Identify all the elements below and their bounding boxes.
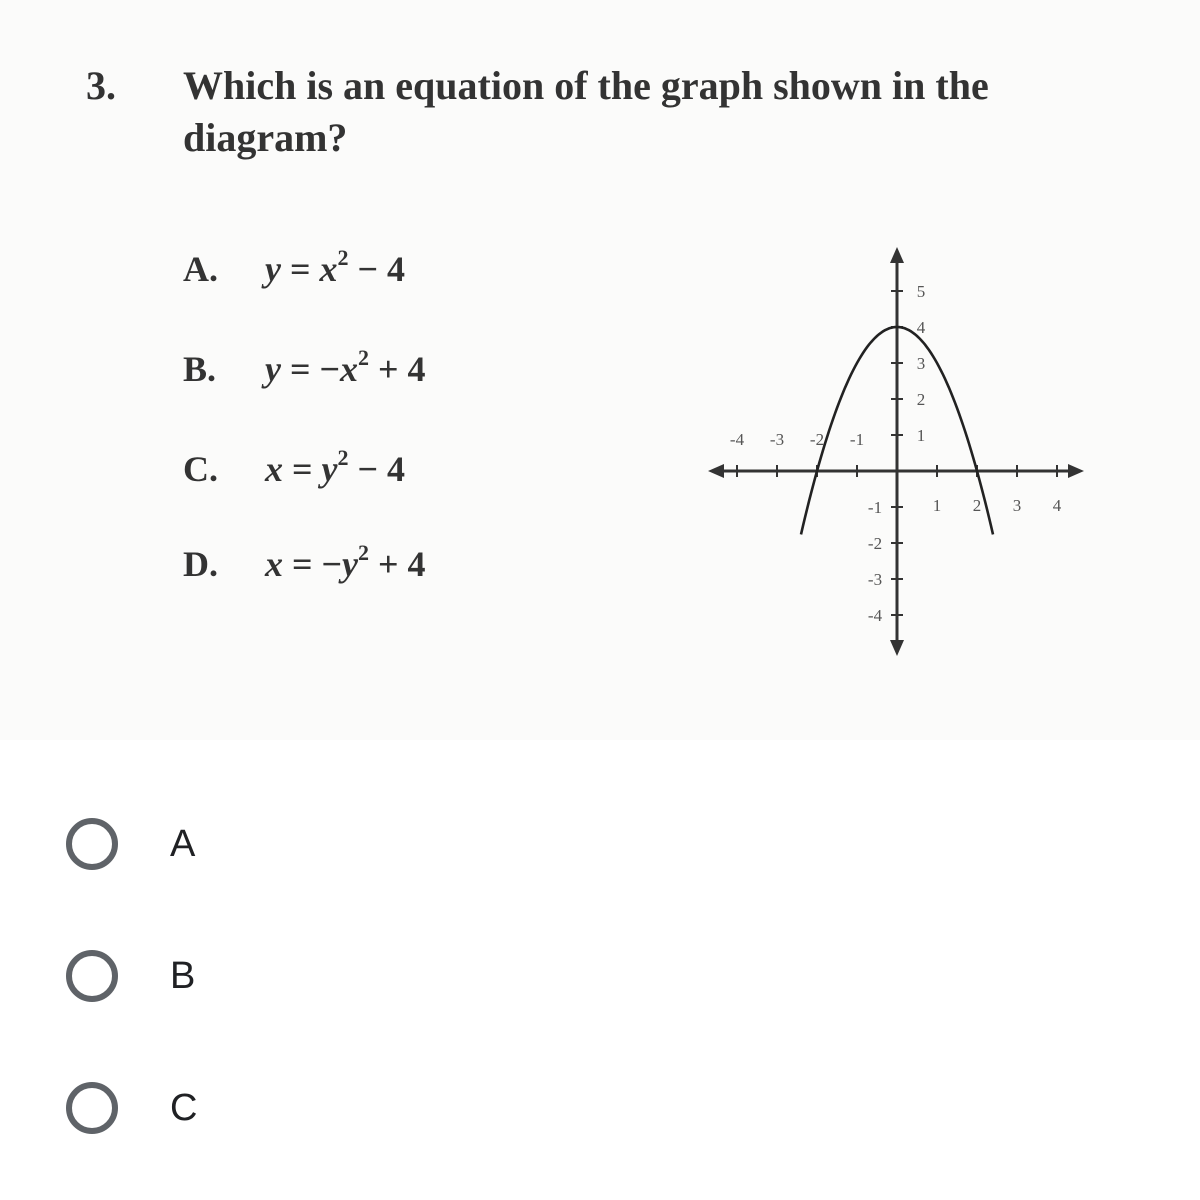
x-tick-label: 4 [1052,496,1062,515]
y-tick-label: 4 [916,318,926,337]
choice-d [183,540,426,585]
y-tick-label: -1 [867,498,883,517]
radio-button-a[interactable] [66,818,118,870]
choice-c [183,445,406,490]
option-b[interactable] [66,944,366,1008]
choice-letter: B. [183,349,217,389]
option-label-c: C [170,1086,198,1129]
radio-button-c[interactable] [66,1082,118,1134]
choice-equation: $y = x^2 - 4$ [265,245,406,289]
x-tick-label: 3 [1012,496,1022,515]
choice-letter: C. [183,449,218,489]
choice-b [183,345,426,390]
y-tick-label: -3 [867,570,883,589]
x-tick-label: 1 [932,496,942,515]
option-c[interactable] [66,1076,366,1140]
option-label-b: B [170,954,196,997]
choice-letter: A. [183,249,218,289]
choice-equation: $x = y^2 - 4$ [265,445,406,489]
x-axis-arrow-left [708,464,724,478]
choice-equation: $x = -y^2 + 4$ [265,540,426,584]
y-tick-label: 3 [916,354,926,373]
y-axis-arrow-up [890,247,904,263]
x-tick-label: -4 [729,430,745,449]
x-tick-label: -2 [809,430,825,449]
y-tick-label: -2 [867,534,883,553]
y-tick-label: 2 [916,390,926,409]
choice-a [183,245,406,290]
radio-button-b[interactable] [66,950,118,1002]
choice-letter: D. [183,544,218,584]
option-a[interactable] [66,812,366,876]
y-axis-arrow-down [890,640,904,656]
x-tick-label: -1 [849,430,865,449]
question-text: Which is an equation of the graph shown in the diagram? [183,63,989,160]
y-tick-label: 5 [916,282,926,301]
x-tick-label: -3 [769,430,785,449]
x-tick-label: 2 [972,496,982,515]
parabola-graph [690,230,1110,680]
x-axis-arrow-right [1068,464,1084,478]
y-tick-label: 1 [916,426,926,445]
choice-equation: $y = -x^2 + 4$ [265,345,426,389]
question-number: 3. [86,63,116,108]
y-tick-label: -4 [867,606,883,625]
option-label-a: A [170,822,196,865]
